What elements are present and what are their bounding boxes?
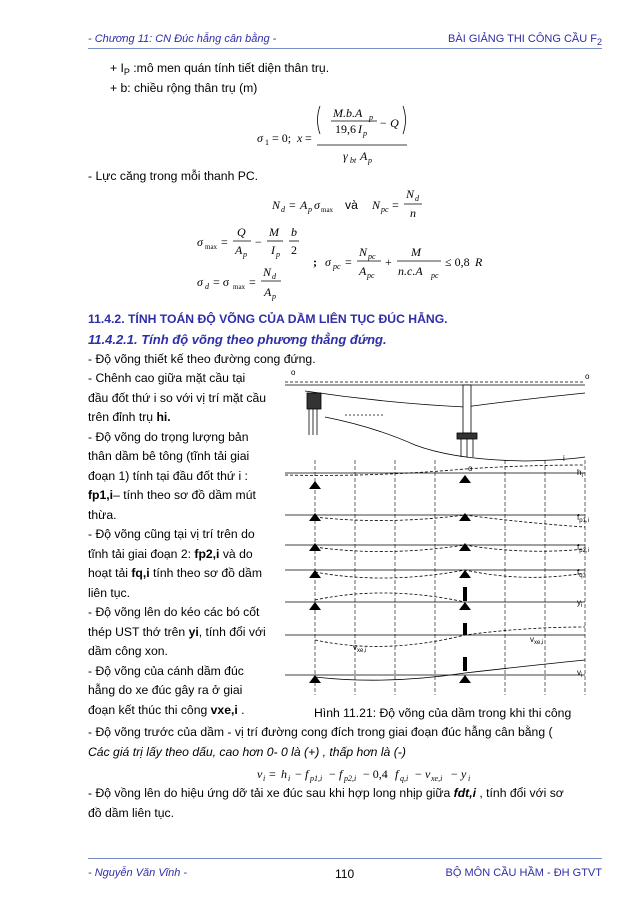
formula-sigma-max	[195, 222, 485, 304]
svg-text:M.b.A: M.b.A	[333, 106, 363, 120]
svg-text:pc: pc	[431, 271, 439, 280]
svg-text:x: x	[297, 131, 303, 145]
header-chapter: - Chương 11: CN Đúc hẫng cân bằng -	[88, 33, 277, 45]
svg-text:p: p	[369, 113, 373, 122]
svg-text:−: −	[415, 767, 422, 781]
svg-text:v: v	[425, 767, 431, 781]
formula-sigma1	[255, 100, 425, 170]
svg-text:v: v	[257, 767, 263, 781]
left-line: thép UST thớ trên yi, tính đổi với	[88, 624, 266, 639]
left-line: - Độ võng cũng tại vị trí trên do	[88, 527, 255, 541]
svg-text:N: N	[372, 198, 381, 212]
svg-text:A: A	[300, 198, 308, 212]
deflection-figure	[285, 365, 605, 705]
svg-text:M: M	[411, 245, 421, 259]
left-column	[88, 369, 280, 720]
svg-text:d: d	[281, 205, 285, 214]
label-vxe: $v_{xe,i}$	[530, 635, 544, 646]
svg-text:p: p	[308, 205, 312, 214]
left-line: hẫng do xe đúc gây ra ở giai	[88, 683, 243, 697]
svg-text:−: −	[451, 767, 458, 781]
svg-text:pc: pc	[333, 262, 341, 271]
left-line: - Độ võng do trọng lượng bản	[88, 429, 249, 444]
svg-text:d: d	[415, 194, 419, 203]
svg-text:n: n	[410, 206, 416, 220]
left-line: đoạn kết thúc thi công vxe,i .	[88, 702, 245, 717]
left-line: - Độ võng của cánh dầm đúc	[88, 663, 244, 678]
svg-text:A: A	[359, 264, 367, 278]
svg-text:f: f	[305, 767, 309, 781]
svg-text:A: A	[264, 285, 272, 299]
svg-text:d: d	[205, 282, 209, 291]
svg-text:f: f	[339, 767, 343, 781]
footer-author: - Nguyễn Văn Vĩnh -	[88, 867, 188, 879]
svg-text:σ: σ	[325, 255, 331, 269]
svg-text:I: I	[271, 243, 275, 257]
svg-text:N: N	[359, 245, 368, 259]
svg-text:pc: pc	[381, 205, 389, 214]
label-fp1: $f_{p1,i}$	[577, 513, 589, 524]
svg-text:p: p	[368, 156, 372, 165]
svg-text:− Q: − Q	[379, 116, 399, 130]
svg-text:=: =	[392, 198, 399, 212]
section-heading: 11.4.2. TÍNH TOÁN ĐỘ VÕNG CỦA DẦM LIÊN TỤC ĐÚC HẪNG.	[88, 312, 448, 326]
line-b: + b: chiều rộng thân trụ (m)	[110, 81, 258, 95]
svg-text:A: A	[360, 149, 368, 163]
left-line: dầm công xon.	[88, 644, 168, 658]
svg-text:N: N	[272, 198, 281, 212]
label-o: o	[468, 464, 473, 473]
svg-text:=: =	[345, 255, 352, 269]
word-va: và	[345, 198, 358, 212]
svg-text:=: =	[221, 235, 228, 249]
svg-text:b: b	[291, 225, 297, 239]
svg-text:=: =	[289, 198, 296, 212]
svg-text:= σ: = σ	[213, 275, 230, 289]
svg-text:+: +	[385, 255, 392, 269]
svg-text:=: =	[305, 131, 312, 145]
svg-text:i: i	[288, 774, 291, 783]
para-unloading: - Độ vồng lên do hiệu ứng dỡ tải xe đúc sau khi hợp long nhịp giữa fdt,i , tính đổi với sơ đồ dầm liên tục.	[88, 786, 564, 820]
left-line: thừa.	[88, 507, 117, 522]
svg-text:q,i: q,i	[400, 774, 409, 783]
svg-text:y: y	[461, 767, 467, 781]
svg-text:σ: σ	[257, 131, 263, 145]
svg-text:− 0,4: − 0,4	[363, 767, 388, 781]
svg-text:A: A	[235, 243, 243, 257]
footer-rule	[88, 858, 602, 859]
svg-text:p: p	[363, 129, 367, 138]
label-fp2: $f_{p2,i}$	[577, 543, 589, 554]
svg-text:= 0;: = 0;	[272, 131, 292, 145]
svg-text:max: max	[205, 243, 218, 251]
svg-text:bt: bt	[350, 156, 357, 165]
label-vxe: $v_{xe,i}$	[353, 643, 367, 654]
svg-text:−: −	[329, 767, 336, 781]
left-line: fp1,i– tính theo sơ đồ dầm mút	[88, 488, 256, 502]
left-line: liên tục.	[88, 585, 131, 600]
svg-text:γ: γ	[343, 149, 348, 163]
left-line: đoạn 1) tính tại đầu đốt thứ i :	[88, 468, 248, 483]
label-o: o	[585, 372, 590, 381]
svg-text:2: 2	[291, 243, 297, 257]
svg-text:≤ 0,8: ≤ 0,8	[445, 255, 470, 269]
svg-text:p1,i: p1,i	[310, 774, 323, 783]
svg-text:max: max	[321, 206, 334, 214]
svg-text:p: p	[243, 250, 247, 259]
left-line: - Độ võng lên do kéo các bó cốt	[88, 605, 260, 619]
svg-text:R: R	[475, 255, 483, 269]
left-line: - Chênh cao giữa mặt cầu tại	[88, 371, 246, 385]
figure-caption: Hình 11.21: Độ võng của dầm trong khi thi công	[314, 706, 572, 720]
left-line: tĩnh tải giai đoạn 2: fp2,i và do	[88, 546, 253, 561]
svg-text:pc: pc	[367, 271, 375, 280]
svg-text:I: I	[358, 122, 362, 136]
left-line: thân dầm bê tông (tĩnh tải giai	[88, 449, 250, 463]
svg-text:Q: Q	[237, 225, 246, 239]
formula-npc	[370, 183, 440, 223]
page-number: 110	[335, 867, 355, 881]
svg-text:d: d	[272, 272, 276, 281]
svg-text:h: h	[281, 767, 287, 781]
para-pre-camber: - Độ võng trước của dầm - vị trí đường cong đích trong giai đoạn đúc hẫng cân bằng ( Các giá trị lấy theo dấu, cao hơn 0- 0 là (+) , thấp hơn là (-)	[88, 725, 553, 759]
svg-text:=: =	[249, 275, 256, 289]
svg-text:f: f	[395, 767, 399, 781]
svg-text:xe,i: xe,i	[431, 774, 443, 783]
label-fq: $f_{q,i}$	[577, 568, 586, 579]
left-line: đầu đốt thứ i so với vị trí mặt cầu	[88, 390, 267, 405]
line-ip: + $I_P$ :mô men quán tính tiết diện thân trụ.	[110, 61, 330, 77]
svg-text:1: 1	[265, 138, 269, 147]
svg-text:M: M	[269, 225, 279, 239]
svg-text:σ: σ	[314, 198, 320, 212]
svg-text:−: −	[255, 235, 262, 249]
svg-text:=: =	[269, 767, 276, 781]
svg-text:n.c.A: n.c.A	[398, 264, 423, 278]
svg-text:max: max	[233, 283, 246, 291]
formula-vi	[255, 762, 485, 786]
svg-text:;: ;	[313, 255, 317, 269]
left-line: hoạt tải fq,i tính theo sơ đồ dầm	[88, 566, 262, 580]
svg-text:N: N	[263, 265, 272, 279]
line-pc-force: - Lực căng trong mỗi thanh PC.	[88, 169, 259, 183]
svg-text:pc: pc	[368, 252, 376, 261]
label-i: i	[563, 454, 565, 463]
label-yi: $y_i$	[577, 598, 583, 609]
label-vi: $v_i$	[577, 668, 583, 679]
header-course: BÀI GIẢNG THI CÔNG CẦU $F_2$	[448, 33, 602, 47]
para-design-curve: - Độ võng thiết kế theo đường cong đứng.	[88, 352, 316, 366]
footer-department: BỘ MÔN CẦU HẦM - ĐH GTVT	[445, 867, 602, 879]
svg-text:p2,i: p2,i	[344, 774, 357, 783]
subsection-heading: 11.4.2.1. Tính độ võng theo phương thẳng đứng.	[88, 332, 387, 347]
svg-text:σ: σ	[197, 275, 203, 289]
svg-text:−: −	[295, 767, 302, 781]
label-hi: $h_i$	[577, 468, 583, 479]
svg-text:σ: σ	[197, 235, 203, 249]
label-o: o	[291, 368, 296, 377]
svg-text:19,6: 19,6	[335, 122, 356, 136]
svg-text:i: i	[263, 774, 266, 783]
svg-text:i: i	[468, 774, 471, 783]
left-line: trên đỉnh trụ hi.	[88, 410, 171, 424]
svg-text:N: N	[406, 187, 415, 201]
svg-text:p: p	[276, 250, 280, 259]
svg-text:p: p	[272, 292, 276, 301]
header-rule	[88, 48, 602, 49]
